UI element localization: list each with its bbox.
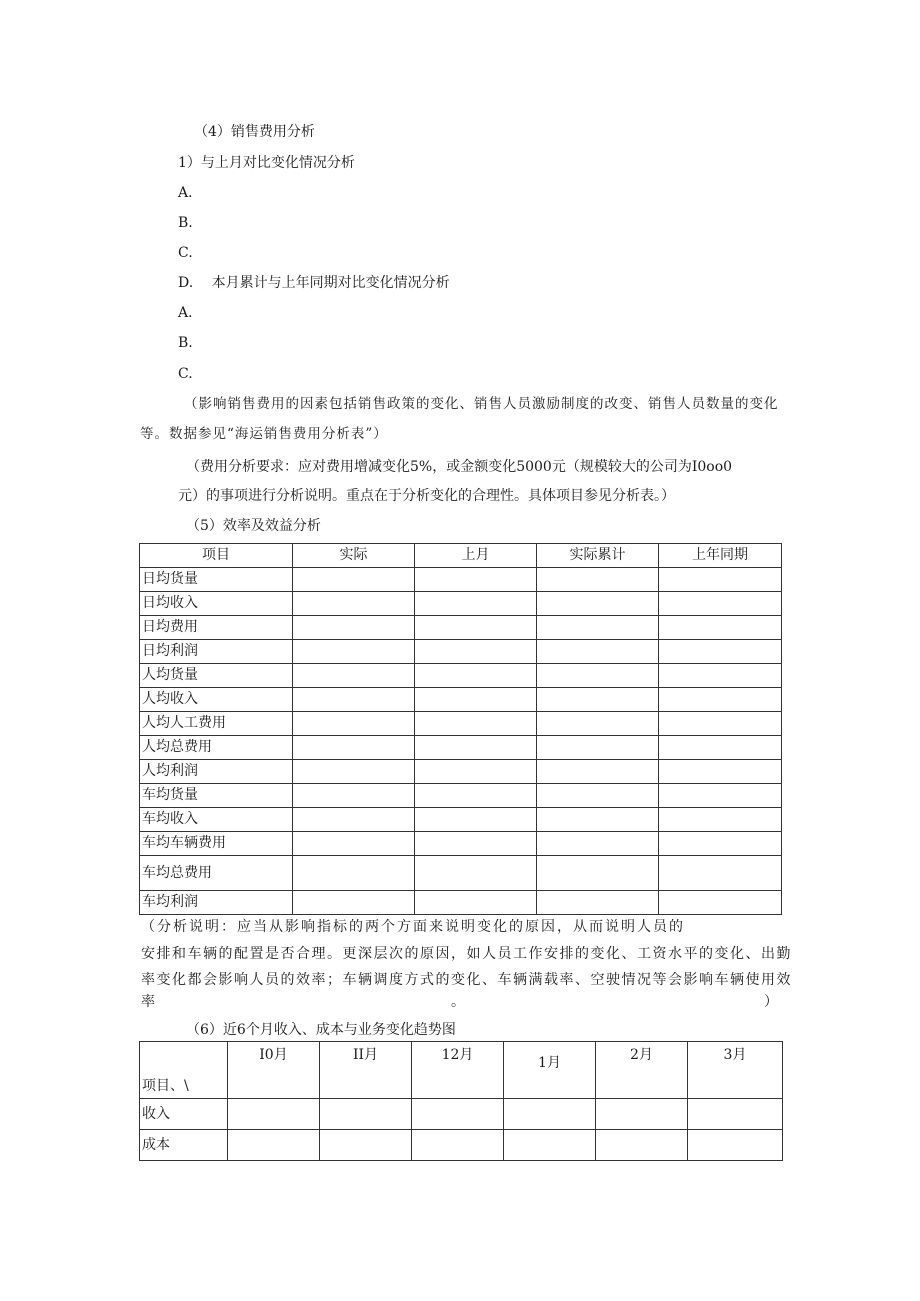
row-label: 车均收入: [140, 808, 293, 832]
list-item-d-text: 本月累计与上年同期对比变化情况分析: [211, 275, 450, 291]
month-header: 3月: [688, 1042, 783, 1099]
row-label: 人均总费用: [140, 736, 293, 760]
table-row: [140, 592, 782, 616]
table-cell: [659, 664, 782, 688]
table-cell: [415, 568, 537, 592]
table-cell: [596, 1130, 688, 1161]
table-row: [140, 640, 782, 664]
subsection-1-heading: 1）与上月对比变化情况分析: [178, 155, 355, 171]
table-cell: [293, 592, 415, 616]
table-cell: [293, 856, 415, 891]
table-cell: [415, 736, 537, 760]
expense-requirement-note-line1: （费用分析要求：应对费用增减变化5%，或金额变化5000元（规模较大的公司为I0oo0: [186, 459, 733, 475]
month-header: II月: [320, 1042, 412, 1099]
table-cell: [537, 688, 659, 712]
table-cell: [415, 616, 537, 640]
table-cell: [537, 616, 659, 640]
table-cell: [293, 640, 415, 664]
list-item-a: A.: [178, 305, 193, 321]
month-header: 1月: [504, 1042, 596, 1099]
table-cell: [659, 760, 782, 784]
column-header: 项目: [140, 544, 293, 568]
analysis-note-line2: 安排和车辆的配置是否合理。更深层次的原因，如人员工作安排的变化、工资水平的变化、出勤: [141, 946, 792, 962]
table-cell: [659, 832, 782, 856]
table-cell: [415, 592, 537, 616]
row-label: 人均人工费用: [140, 712, 293, 736]
table-cell: [293, 784, 415, 808]
row-label: 成本: [140, 1130, 228, 1161]
table-row: [140, 808, 782, 832]
table-cell: [659, 616, 782, 640]
expense-requirement-note-line2: 元）的事项进行分析说明。重点在于分析变化的合理性。具体项目参见分析表。）: [178, 488, 675, 504]
table-row: [140, 832, 782, 856]
table-cell: [537, 832, 659, 856]
table-cell: [415, 784, 537, 808]
table-cell: [415, 891, 537, 915]
table-cell: [293, 712, 415, 736]
table-cell: [415, 832, 537, 856]
table-cell: [320, 1099, 412, 1130]
row-label: 车均利润: [140, 891, 293, 915]
table-row: [140, 1130, 783, 1161]
table-row: [140, 688, 782, 712]
row-label: 人均货量: [140, 664, 293, 688]
table-cell: [293, 808, 415, 832]
table-cell: [293, 616, 415, 640]
list-item-d: [178, 274, 450, 292]
table-cell: [293, 688, 415, 712]
analysis-note-close-paren: ）: [764, 994, 778, 1010]
table-row: [140, 568, 782, 592]
row-label: 日均收入: [140, 592, 293, 616]
row-label: 车均车辆费用: [140, 832, 293, 856]
table-cell: [537, 760, 659, 784]
table-cell: [659, 784, 782, 808]
list-item-a: A.: [178, 185, 193, 201]
table-cell: [688, 1130, 783, 1161]
table-cell: [659, 856, 782, 891]
sales-expense-factors-note: （影响销售费用的因素包括销售政策的变化、销售人员激励制度的改变、销售人员数量的变化等。数据参见“海运销售费用分析表”）: [140, 396, 779, 442]
table-cell: [659, 640, 782, 664]
row-label: 人均利润: [140, 760, 293, 784]
section-6-heading: （6）近6个月收入、成本与业务变化趋势图: [186, 1022, 456, 1038]
list-item-b: B.: [178, 215, 193, 231]
analysis-note-line1: （分析说明：应当从影响指标的两个方面来说明变化的原因，从而说明人员的: [141, 919, 685, 935]
table-cell: [537, 664, 659, 688]
table-cell: [228, 1130, 320, 1161]
table-cell: [415, 664, 537, 688]
table-cell: [659, 568, 782, 592]
table-cell: [596, 1099, 688, 1130]
table-cell: [537, 784, 659, 808]
month-header: 2月: [596, 1042, 688, 1099]
row-label: 日均利润: [140, 640, 293, 664]
table-cell: [228, 1099, 320, 1130]
column-header: 上年同期: [659, 544, 782, 568]
table-cell: [415, 760, 537, 784]
analysis-note-line3: 率变化都会影响人员的效率；车辆调度方式的变化、车辆满载率、空驶情况等会影响车辆使用效: [141, 972, 792, 988]
row-label: 车均总费用: [140, 856, 293, 891]
row-label: 收入: [140, 1099, 228, 1130]
row-label: 人均收入: [140, 688, 293, 712]
table-cell: [537, 712, 659, 736]
column-header: 上月: [415, 544, 537, 568]
table-cell: [415, 640, 537, 664]
table-cell: [293, 832, 415, 856]
table-cell: [415, 856, 537, 891]
table-row: [140, 736, 782, 760]
row-label: 日均费用: [140, 616, 293, 640]
table-cell: [537, 736, 659, 760]
table-row: [140, 856, 782, 891]
table-cell: [537, 808, 659, 832]
table-cell: [293, 760, 415, 784]
table-cell: [659, 891, 782, 915]
column-header: 实际累计: [537, 544, 659, 568]
table-cell: [415, 808, 537, 832]
table-cell: [659, 688, 782, 712]
table-row: [140, 784, 782, 808]
table-cell: [415, 688, 537, 712]
table-cell: [412, 1099, 504, 1130]
table-row: [140, 891, 782, 915]
table-cell: [293, 736, 415, 760]
analysis-note-line4: 率: [141, 994, 155, 1010]
table-cell: [659, 592, 782, 616]
table-row: [140, 712, 782, 736]
list-item-b: B.: [178, 335, 193, 351]
table-cell: [537, 856, 659, 891]
table-cell: [688, 1099, 783, 1130]
table-cell: [320, 1130, 412, 1161]
column-header: 实际: [293, 544, 415, 568]
analysis-note-period: 。: [451, 994, 465, 1010]
table-cell: [415, 712, 537, 736]
section-4-heading: （4）销售费用分析: [194, 124, 315, 140]
month-header: I0月: [228, 1042, 320, 1099]
table-cell: [537, 640, 659, 664]
table-row: [140, 616, 782, 640]
table-row: [140, 1099, 783, 1130]
list-item-d-marker: D.: [178, 275, 194, 291]
efficiency-table: [139, 543, 782, 915]
section-5-heading: （5）效率及效益分析: [186, 518, 321, 534]
table-row: [140, 760, 782, 784]
table-cell: [293, 664, 415, 688]
row-label: 车均货量: [140, 784, 293, 808]
table-cell: [537, 568, 659, 592]
table-cell: [504, 1099, 596, 1130]
table-cell: [293, 891, 415, 915]
table-cell: [412, 1130, 504, 1161]
table-cell: [537, 891, 659, 915]
month-header: 12月: [412, 1042, 504, 1099]
table-cell: [659, 808, 782, 832]
trend-table: [139, 1041, 783, 1161]
table-cell: [293, 568, 415, 592]
table-cell: [659, 736, 782, 760]
table-cell: [504, 1130, 596, 1161]
list-item-c: C.: [178, 366, 193, 382]
table-cell: [659, 712, 782, 736]
list-item-c: C.: [178, 245, 193, 261]
trend-corner-cell: 项目、\: [140, 1042, 228, 1099]
table-cell: [537, 592, 659, 616]
table-row: [140, 664, 782, 688]
row-label: 日均货量: [140, 568, 293, 592]
